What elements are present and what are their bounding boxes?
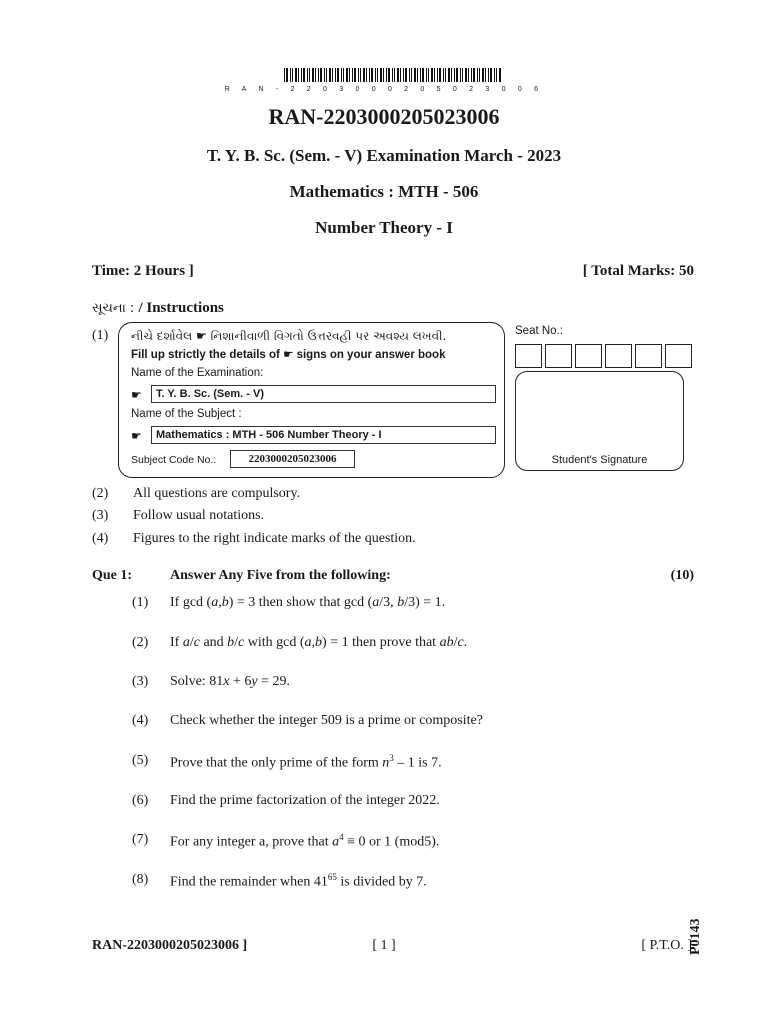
instruction-number: (1)	[92, 328, 109, 343]
instruction-text: Follow usual notations.	[133, 508, 265, 523]
exam-name-label: Name of the Examination:	[131, 367, 264, 379]
exam-title: T. Y. B. Sc. (Sem. - V) Examination March - 2023	[206, 146, 562, 165]
question-label: Que 1:	[92, 568, 133, 583]
barcode-bar	[454, 68, 455, 82]
barcode-bar	[431, 68, 433, 82]
exam-name-field: T. Y. B. Sc. (Sem. - V)	[151, 385, 496, 403]
barcode-bar	[445, 68, 446, 82]
barcode-bar	[414, 68, 416, 82]
instructions-heading-english: / Instructions	[138, 300, 224, 316]
sub-question-number: (4)	[132, 713, 149, 728]
barcode-bar	[383, 68, 384, 82]
barcode-bar	[434, 68, 435, 82]
instruction-text: All questions are compulsory.	[133, 486, 301, 501]
sub-question-number: (1)	[132, 595, 149, 610]
barcode-text: R A N - 2 2 0 3 0 0 0 2 0 5 0 2 3 0 0 6	[224, 86, 544, 93]
footer-document-code: RAN-2203000205023006 ]	[92, 938, 248, 953]
instruction-number: (3)	[92, 508, 109, 523]
barcode-bar	[437, 68, 438, 82]
barcode-bar	[369, 68, 370, 82]
barcode-bar	[335, 68, 336, 82]
barcode-bar	[420, 68, 421, 82]
sub-question-text: Check whether the integer 509 is a prime or composite?	[170, 713, 483, 728]
barcode-bar	[324, 68, 325, 82]
barcode-bar	[341, 68, 342, 82]
barcode-bar	[358, 68, 359, 82]
barcode-bar	[448, 68, 450, 82]
barcode-bar	[403, 68, 404, 82]
barcode-bar	[411, 68, 412, 82]
sub-question-number: (8)	[132, 872, 149, 887]
barcode-bar	[485, 68, 486, 82]
barcode-bar	[366, 68, 367, 82]
barcode-bar	[346, 68, 348, 82]
sub-question-number: (6)	[132, 793, 149, 808]
barcode-bar	[360, 68, 361, 82]
subject-code-field: 2203000205023006	[230, 450, 355, 468]
barcode-bar	[473, 68, 475, 82]
barcode-bar	[377, 68, 378, 82]
pointing-hand-icon: ☛	[131, 388, 142, 402]
sub-question-text: For any integer a, prove that $a^4 \equiv 0$ or 1 (mod5).	[170, 832, 440, 850]
barcode-bar	[499, 68, 501, 82]
barcode-bar	[286, 68, 288, 82]
sub-question-number: (5)	[132, 753, 149, 768]
barcode-bar	[482, 68, 484, 82]
signature-label: Student's Signature	[551, 454, 648, 466]
question-title: Answer Any Five from the following:	[170, 568, 391, 583]
barcode-bar	[488, 68, 489, 82]
document-code: RAN-2203000205023006	[268, 104, 500, 129]
page-number: [ 1 ]	[372, 938, 396, 953]
barcode-bar	[451, 68, 452, 82]
barcode-bar	[363, 68, 365, 82]
barcode-bar	[309, 68, 310, 82]
question-marks: (10)	[670, 568, 694, 583]
subject-code-label: Subject Code No.:	[131, 454, 217, 466]
barcode	[284, 68, 504, 82]
instruction-text: Figures to the right indicate marks of the question.	[133, 531, 416, 546]
seat-number-cell	[575, 344, 602, 368]
seat-number-cell	[545, 344, 572, 368]
barcode-bar	[307, 68, 308, 82]
paper-side-code: P0143	[688, 918, 703, 955]
barcode-bar	[422, 68, 424, 82]
barcode-bar	[332, 68, 333, 82]
barcode-bar	[471, 68, 472, 82]
instructions-heading	[92, 300, 224, 317]
sub-question-number: (2)	[132, 635, 149, 650]
barcode-bar	[417, 68, 418, 82]
barcode-bar	[388, 68, 390, 82]
barcode-bar	[426, 68, 427, 82]
subject-name-label: Name of the Subject :	[131, 408, 242, 420]
barcode-bar	[352, 68, 353, 82]
subject-line: Mathematics : MTH - 506	[289, 182, 479, 201]
barcode-bar	[490, 68, 492, 82]
instruction-number: (4)	[92, 531, 109, 546]
barcode-bar	[394, 68, 395, 82]
barcode-bar	[349, 68, 350, 82]
barcode-bar	[443, 68, 444, 82]
barcode-bar	[371, 68, 373, 82]
barcode-bar	[318, 68, 319, 82]
barcode-bar	[326, 68, 327, 82]
barcode-bar	[405, 68, 407, 82]
sub-question-text: Find the remainder when $41^{65}$ is divided by 7.	[170, 872, 427, 890]
barcode-bar	[301, 68, 302, 82]
barcode-bar	[392, 68, 393, 82]
instruction-number: (2)	[92, 486, 109, 501]
barcode-bar	[462, 68, 463, 82]
answer-book-details-box	[118, 322, 505, 478]
barcode-bar	[460, 68, 461, 82]
barcode-bar	[397, 68, 399, 82]
barcode-bar	[284, 68, 285, 82]
barcode-bar	[465, 68, 467, 82]
seat-number-cell	[515, 344, 542, 368]
barcode-bar	[477, 68, 478, 82]
barcode-bar	[496, 68, 497, 82]
barcode-bar	[375, 68, 376, 82]
sub-question-text: If a/c and b/c with gcd (a,b) = 1 then prove that ab/c.	[170, 635, 468, 650]
barcode-bar	[337, 68, 339, 82]
seat-number-cell	[665, 344, 692, 368]
subject-name-field: Mathematics : MTH - 506 Number Theory - I	[151, 426, 496, 444]
total-marks: [ Total Marks: 50	[582, 263, 694, 279]
gujarati-instruction: નીચે દર્શાવેલ ☛ નિશાનીવાળી વિગતો ઉત્તરવહી પર અવશ્ય લખવી.	[131, 329, 447, 343]
barcode-bar	[494, 68, 495, 82]
please-turn-over: [ P.T.O. ]	[641, 938, 692, 953]
barcode-bar	[290, 68, 291, 82]
barcode-bar	[468, 68, 469, 82]
barcode-bar	[312, 68, 314, 82]
fill-up-instruction: Fill up strictly the details of ☛ signs on your answer book	[131, 349, 446, 361]
time-allowed: Time: 2 Hours ]	[92, 263, 194, 279]
barcode-bar	[320, 68, 322, 82]
pointing-hand-icon: ☛	[131, 429, 142, 443]
barcode-bar	[329, 68, 331, 82]
barcode-bar	[298, 68, 299, 82]
seat-number-label: Seat No.:	[515, 325, 563, 337]
sub-question-text: Solve: 81x + 6y = 29.	[170, 674, 291, 689]
seat-number-cell	[605, 344, 632, 368]
paper-name: Number Theory - I	[315, 218, 453, 237]
barcode-bar	[315, 68, 316, 82]
barcode-bar	[354, 68, 356, 82]
barcode-bar	[303, 68, 305, 82]
barcode-bar	[343, 68, 344, 82]
barcode-bar	[428, 68, 429, 82]
barcode-bar	[479, 68, 480, 82]
sub-question-text: Find the prime factorization of the integer 2022.	[170, 793, 440, 808]
sub-question-number: (3)	[132, 674, 149, 689]
barcode-bar	[456, 68, 458, 82]
barcode-bar	[409, 68, 410, 82]
instructions-heading-gujarati: સૂચના :	[92, 301, 139, 316]
sub-question-text: Prove that the only prime of the form $n^3 - 1$ is 7.	[170, 753, 442, 771]
barcode-bar	[380, 68, 382, 82]
sub-question-text: If gcd (a,b) = 3 then show that gcd (a/3, b/3) = 1.	[170, 595, 446, 610]
barcode-bar	[386, 68, 387, 82]
sub-question-number: (7)	[132, 832, 149, 847]
barcode-bar	[439, 68, 441, 82]
barcode-bar	[295, 68, 297, 82]
barcode-bar	[400, 68, 401, 82]
barcode-bar	[292, 68, 293, 82]
seat-number-cell	[635, 344, 662, 368]
